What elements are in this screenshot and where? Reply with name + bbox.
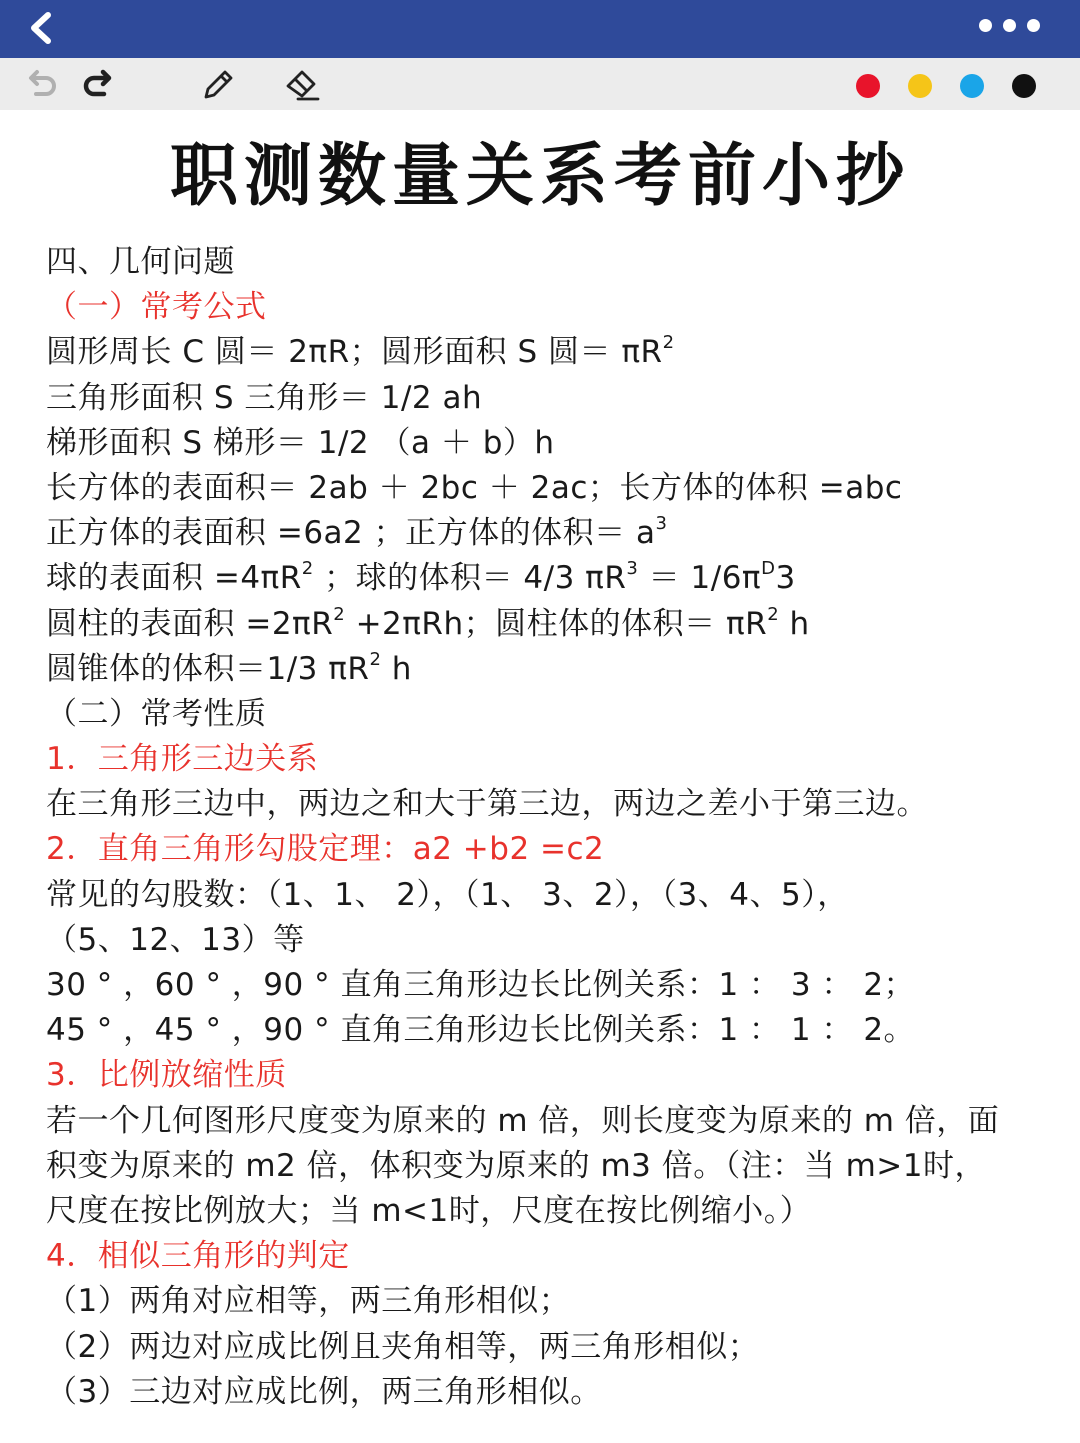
subsection-heading: （一）常考公式 bbox=[46, 289, 267, 326]
formula-line: 圆柱的表面积 $=2\pi R^2 +2\pi Rh$；圆柱体的体积＝ $\pi R^2$ h bbox=[46, 603, 810, 642]
topic-heading: 1．三角形三边关系 bbox=[46, 741, 319, 778]
formula-line: 长方体的表面积＝ 2ab ＋ 2bc ＋ 2ac；长方体的体积 =abc bbox=[46, 469, 903, 506]
page-title: 职测数量关系考前小抄 bbox=[169, 137, 910, 216]
text-line: 若一个几何图形尺度变为原来的 m 倍，则长度变为原来的 m 倍，面 bbox=[46, 1102, 1000, 1139]
text-line: 在三角形三边中，两边之和大于第三边，两边之差小于第三边。 bbox=[46, 786, 928, 823]
topic-heading: 4．相似三角形的判定 bbox=[46, 1238, 350, 1275]
pen-color-red[interactable] bbox=[856, 74, 880, 98]
pen-color-yellow[interactable] bbox=[908, 74, 932, 98]
more-dots-icon[interactable] bbox=[979, 19, 1040, 32]
subsection-heading: （二）常考性质 bbox=[46, 695, 267, 732]
topic-heading: 3．比例放缩性质 bbox=[46, 1057, 287, 1094]
text-line: （5、12、13）等 bbox=[46, 921, 305, 958]
chevron-left-icon[interactable] bbox=[22, 8, 62, 48]
text-line: 常见的勾股数：（1、1、 2），（1、 3、2），（3、4、5）， bbox=[46, 876, 849, 913]
undo-icon[interactable] bbox=[24, 66, 60, 102]
text-line: 尺度在按比例放大；当 m<1时，尺度在按比例缩小。） bbox=[46, 1192, 812, 1229]
text-line: （2）两边对应成比例且夹角相等，两三角形相似； bbox=[46, 1328, 760, 1365]
formula-line: 正方体的表面积 =6a2 ；正方体的体积＝ $a^3$ bbox=[46, 513, 668, 552]
formula-line: 圆锥体的体积＝1/3 $\pi R^2$ h bbox=[46, 648, 412, 687]
pencil-icon[interactable] bbox=[200, 66, 236, 102]
redo-icon[interactable] bbox=[80, 66, 116, 102]
text-line: 积变为原来的 m2 倍，体积变为原来的 m3 倍。（注：当 m>1时， bbox=[46, 1147, 987, 1184]
pen-color-blue[interactable] bbox=[960, 74, 984, 98]
text-line: 45 ° ，45 ° ，90 ° 直角三角形边长比例关系：1 ： 1 ： 2。 bbox=[46, 1012, 916, 1049]
text-line: （1）两角对应相等，两三角形相似； bbox=[46, 1283, 571, 1320]
notes-content bbox=[46, 240, 1046, 1415]
formula-line: 圆形周长 C 圆＝ 2πR；圆形面积 S 圆＝ $\pi R^2$ bbox=[46, 332, 675, 371]
formula-line: 梯形面积 S 梯形＝ 1/2 （a ＋ b）h bbox=[46, 424, 555, 461]
top-app-bar bbox=[0, 0, 1080, 58]
section-heading: 四、几何问题 bbox=[46, 244, 235, 280]
eraser-icon[interactable] bbox=[284, 66, 320, 102]
pen-color-black[interactable] bbox=[1012, 74, 1036, 98]
formula-line: 球的表面积 $=4\pi R^2$ ；球的体积＝ 4/3 $\pi R^3 = 1/6\pi^D3$ bbox=[46, 558, 796, 597]
topic-heading: 2．直角三角形勾股定理：a2 +b2 =c2 bbox=[46, 831, 605, 868]
formula-line: 三角形面积 S 三角形＝ 1/2 ah bbox=[46, 379, 483, 416]
text-line: （3）三边对应成比例，两三角形相似。 bbox=[46, 1373, 602, 1410]
text-line: 30 ° ，60 ° ，90 ° 直角三角形边长比例关系：1 ： 3 ： 2； bbox=[46, 967, 916, 1003]
